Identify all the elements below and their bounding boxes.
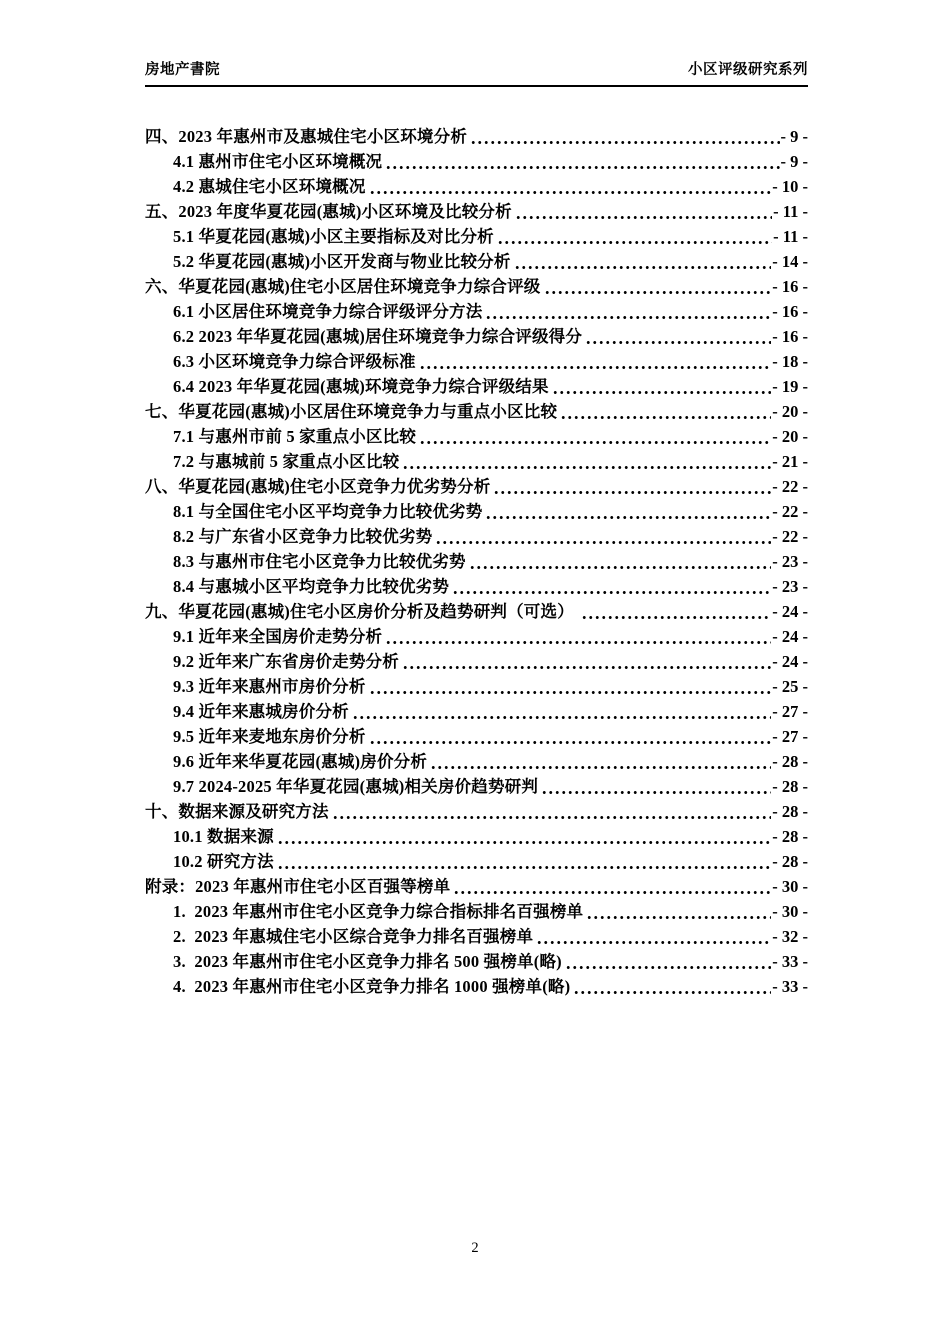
toc-entry-label: 10.1 数据来源 bbox=[173, 827, 274, 846]
toc-entry[interactable] bbox=[145, 749, 808, 774]
toc-entry-label: 9.4 近年来惠城房价分析 bbox=[173, 702, 349, 721]
toc-entry[interactable] bbox=[145, 249, 808, 274]
toc-entry-page: - 21 - bbox=[772, 452, 808, 471]
toc-entry[interactable] bbox=[145, 624, 808, 649]
dot-leader bbox=[451, 574, 771, 599]
toc-entry[interactable] bbox=[145, 524, 808, 549]
dot-leader bbox=[564, 949, 771, 974]
toc-entry[interactable] bbox=[145, 949, 808, 974]
toc-entry-page: - 28 - bbox=[772, 852, 808, 871]
toc-entry-label: 8.3 与惠州市住宅小区竞争力比较优劣势 bbox=[173, 552, 466, 571]
dot-leader bbox=[434, 524, 771, 549]
header-left-text: 房地产書院 bbox=[145, 62, 220, 78]
dot-leader bbox=[540, 774, 771, 799]
toc-entry[interactable] bbox=[145, 699, 808, 724]
toc-entry-label: 3. 2023 年惠州市住宅小区竞争力排名 500 强榜单(略) bbox=[173, 952, 562, 971]
toc-entry-label: 四、2023 年惠州市及惠城住宅小区环境分析 bbox=[145, 127, 468, 146]
toc-entry-page: - 22 - bbox=[772, 527, 808, 546]
toc-entry-page: - 9 - bbox=[780, 127, 808, 146]
toc-entry-label: 8.4 与惠城小区平均竞争力比较优劣势 bbox=[173, 577, 450, 596]
toc-entry-label: 9.2 近年来广东省房价走势分析 bbox=[173, 652, 399, 671]
toc-entry-label: 6.4 2023 年华夏花园(惠城)环境竞争力综合评级结果 bbox=[173, 377, 549, 396]
toc-entry-page: - 16 - bbox=[772, 302, 808, 321]
toc-entry-page: - 23 - bbox=[772, 577, 808, 596]
toc-entry-label: 5.1 华夏花园(惠城)小区主要指标及对比分析 bbox=[173, 227, 494, 246]
toc-entry-label: 9.7 2024-2025 年华夏花园(惠城)相关房价趋势研判 bbox=[173, 777, 539, 796]
toc-entry-page: - 24 - bbox=[772, 652, 808, 671]
toc-entry[interactable] bbox=[145, 924, 808, 949]
dot-leader bbox=[401, 449, 771, 474]
toc-entry-page: - 27 - bbox=[772, 702, 808, 721]
toc-entry-label: 9.3 近年来惠州市房价分析 bbox=[173, 677, 366, 696]
dot-leader bbox=[429, 749, 771, 774]
dot-leader bbox=[351, 699, 771, 724]
toc-entry[interactable] bbox=[145, 974, 808, 999]
toc-entry-label: 8.2 与广东省小区竞争力比较优劣势 bbox=[173, 527, 433, 546]
dot-leader bbox=[514, 199, 772, 224]
toc-entry[interactable] bbox=[145, 499, 808, 524]
toc-entry-page: - 30 - bbox=[772, 902, 808, 921]
toc-entry-label: 6.1 小区居住环境竞争力综合评级评分方法 bbox=[173, 302, 483, 321]
page-header bbox=[145, 58, 808, 79]
toc-entry-page: - 18 - bbox=[772, 352, 808, 371]
toc-entry-label: 10.2 研究方法 bbox=[173, 852, 274, 871]
toc-entry-page: - 16 - bbox=[772, 327, 808, 346]
dot-leader bbox=[584, 324, 771, 349]
toc-entry-label: 5.2 华夏花园(惠城)小区开发商与物业比较分析 bbox=[173, 252, 511, 271]
dot-leader bbox=[484, 499, 771, 524]
dot-leader bbox=[496, 224, 772, 249]
dot-leader bbox=[492, 474, 771, 499]
toc-entry-label: 七、华夏花园(惠城)小区居住环境竞争力与重点小区比较 bbox=[145, 402, 558, 421]
toc-entry-label: 2. 2023 年惠城住宅小区综合竞争力排名百强榜单 bbox=[173, 927, 534, 946]
page-number: 2 bbox=[471, 1240, 479, 1256]
toc-entry-label: 7.1 与惠州市前 5 家重点小区比较 bbox=[173, 427, 417, 446]
toc-entry[interactable] bbox=[145, 549, 808, 574]
toc-entry[interactable] bbox=[145, 299, 808, 324]
header-right-text: 小区评级研究系列 bbox=[688, 62, 808, 78]
toc-entry-page: - 22 - bbox=[772, 477, 808, 496]
toc-entry-page: - 28 - bbox=[772, 777, 808, 796]
page-footer bbox=[0, 1240, 950, 1257]
toc-entry[interactable] bbox=[145, 349, 808, 374]
toc-entry[interactable] bbox=[145, 874, 808, 899]
toc-entry[interactable] bbox=[145, 724, 808, 749]
toc-entry-page: - 30 - bbox=[772, 877, 808, 896]
toc-entry-page: - 25 - bbox=[772, 677, 808, 696]
toc-entry[interactable] bbox=[145, 424, 808, 449]
toc-entry-page: - 20 - bbox=[772, 427, 808, 446]
toc-entry-page: - 24 - bbox=[772, 602, 808, 621]
toc-entry[interactable] bbox=[145, 124, 808, 149]
toc-entry-label: 九、华夏花园(惠城)住宅小区房价分析及趋势研判（可选） bbox=[145, 602, 579, 621]
toc-entry-page: - 16 - bbox=[772, 277, 808, 296]
toc-entry[interactable] bbox=[145, 824, 808, 849]
dot-leader bbox=[580, 599, 771, 624]
dot-leader bbox=[331, 799, 772, 824]
toc-entry[interactable] bbox=[145, 849, 808, 874]
toc-entry-page: - 23 - bbox=[772, 552, 808, 571]
dot-leader bbox=[276, 824, 771, 849]
toc-entry[interactable] bbox=[145, 174, 808, 199]
dot-leader bbox=[585, 899, 771, 924]
toc-entry-label: 4. 2023 年惠州市住宅小区竞争力排名 1000 强榜单(略) bbox=[173, 977, 571, 996]
toc-entry-label: 十、数据来源及研究方法 bbox=[145, 802, 329, 821]
dot-leader bbox=[276, 849, 771, 874]
toc-entry-page: - 19 - bbox=[772, 377, 808, 396]
dot-leader bbox=[384, 149, 779, 174]
dot-leader bbox=[401, 649, 771, 674]
toc-entry[interactable] bbox=[145, 449, 808, 474]
toc-entry-page: - 20 - bbox=[772, 402, 808, 421]
toc-entry-page: - 10 - bbox=[772, 177, 808, 196]
toc-entry-label: 6.3 小区环境竞争力综合评级标准 bbox=[173, 352, 416, 371]
toc-entry[interactable] bbox=[145, 899, 808, 924]
toc-entry-page: - 11 - bbox=[773, 202, 808, 221]
toc-entry-label: 6.2 2023 年华夏花园(惠城)居住环境竞争力综合评级得分 bbox=[173, 327, 583, 346]
toc-entry-label: 六、华夏花园(惠城)住宅小区居住环境竞争力综合评级 bbox=[145, 277, 541, 296]
dot-leader bbox=[484, 299, 771, 324]
dot-leader bbox=[368, 724, 772, 749]
dot-leader bbox=[513, 249, 772, 274]
toc-entry[interactable] bbox=[145, 149, 808, 174]
toc-entry[interactable] bbox=[145, 199, 808, 224]
toc-entry-page: - 14 - bbox=[772, 252, 808, 271]
toc-entry-page: - 28 - bbox=[772, 802, 808, 821]
toc-entry-label: 4.2 惠城住宅小区环境概况 bbox=[173, 177, 366, 196]
dot-leader bbox=[551, 374, 772, 399]
dot-leader bbox=[535, 924, 771, 949]
dot-leader bbox=[468, 549, 772, 574]
toc-entry-page: - 33 - bbox=[772, 952, 808, 971]
toc-entry[interactable] bbox=[145, 774, 808, 799]
toc-entry-label: 附录：2023 年惠州市住宅小区百强等榜单 bbox=[145, 877, 451, 896]
toc-entry-label: 9.6 近年来华夏花园(惠城)房价分析 bbox=[173, 752, 428, 771]
toc-entry-label: 7.2 与惠城前 5 家重点小区比较 bbox=[173, 452, 400, 471]
toc-entry[interactable] bbox=[145, 224, 808, 249]
toc-entry[interactable] bbox=[145, 274, 808, 299]
toc-entry-label: 1. 2023 年惠州市住宅小区竞争力综合指标排名百强榜单 bbox=[173, 902, 584, 921]
dot-leader bbox=[452, 874, 771, 899]
toc-entry-label: 八、华夏花园(惠城)住宅小区竞争力优劣势分析 bbox=[145, 477, 491, 496]
toc-entry-label: 9.5 近年来麦地东房价分析 bbox=[173, 727, 366, 746]
toc-entry-page: - 33 - bbox=[772, 977, 808, 996]
toc-entry-page: - 27 - bbox=[772, 727, 808, 746]
toc-entry-label: 8.1 与全国住宅小区平均竞争力比较优劣势 bbox=[173, 502, 483, 521]
toc-entry[interactable] bbox=[145, 799, 808, 824]
toc-entry[interactable] bbox=[145, 474, 808, 499]
toc-entry-page: - 22 - bbox=[772, 502, 808, 521]
toc-entry-label: 4.1 惠州市住宅小区环境概况 bbox=[173, 152, 383, 171]
toc-entry-page: - 28 - bbox=[772, 752, 808, 771]
dot-leader bbox=[572, 974, 771, 999]
toc-entry-label: 五、2023 年度华夏花园(惠城)小区环境及比较分析 bbox=[145, 202, 512, 221]
toc-entry-label: 9.1 近年来全国房价走势分析 bbox=[173, 627, 383, 646]
toc-entry[interactable] bbox=[145, 599, 808, 624]
dot-leader bbox=[559, 399, 771, 424]
toc-entry-page: - 28 - bbox=[772, 827, 808, 846]
toc-entry[interactable] bbox=[145, 649, 808, 674]
dot-leader bbox=[418, 424, 771, 449]
dot-leader bbox=[384, 624, 771, 649]
toc-entry[interactable] bbox=[145, 374, 808, 399]
toc-entry-page: - 32 - bbox=[772, 927, 808, 946]
dot-leader bbox=[368, 674, 772, 699]
toc-entry[interactable] bbox=[145, 674, 808, 699]
dot-leader bbox=[418, 349, 772, 374]
toc-entry[interactable] bbox=[145, 399, 808, 424]
toc-entry[interactable] bbox=[145, 324, 808, 349]
toc-list bbox=[145, 124, 808, 999]
dot-leader bbox=[368, 174, 772, 199]
dot-leader bbox=[543, 274, 772, 299]
toc-entry-page: - 9 - bbox=[780, 152, 808, 171]
toc-entry-page: - 11 - bbox=[773, 227, 808, 246]
toc-entry-page: - 24 - bbox=[772, 627, 808, 646]
header-rule bbox=[145, 85, 808, 87]
toc-entry[interactable] bbox=[145, 574, 808, 599]
dot-leader bbox=[469, 124, 779, 149]
